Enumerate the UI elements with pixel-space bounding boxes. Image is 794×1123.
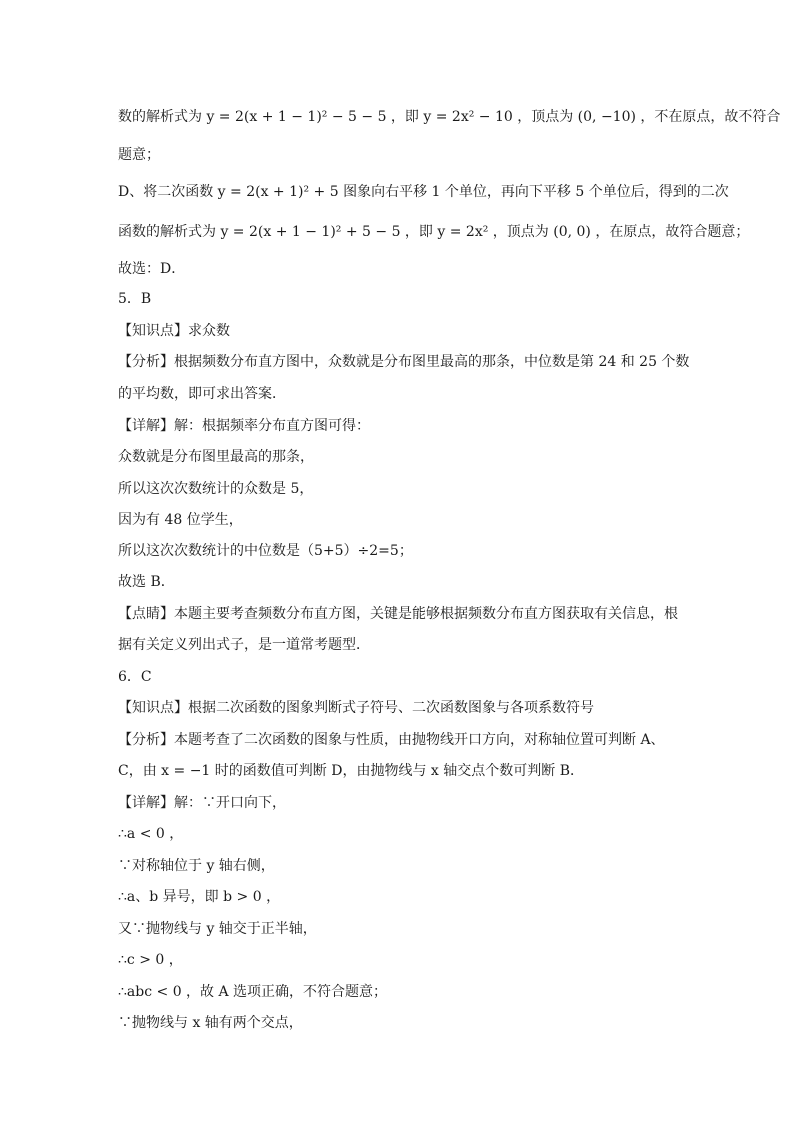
text-line: ∴a < 0 ， <box>118 826 184 842</box>
question-answer-5: 5．B <box>118 291 152 307</box>
knowledge-point: 【知识点】求众数 <box>118 323 230 339</box>
text-line: 故选 B． <box>118 574 175 590</box>
text-line: ∴c > 0 ， <box>118 952 183 968</box>
analysis-text: 【分析】根据频数分布直方图中，众数就是分布图里最高的那条，中位数是第 24 和 25 个数 <box>118 354 690 370</box>
text-line: C，由 x = −1 时的函数值可判断 D，由抛物线与 x 轴交点个数可判断 B． <box>118 763 584 779</box>
text-line: 又∵抛物线与 y 轴交于正半轴， <box>118 921 317 937</box>
text-line: 因为有 48 位学生， <box>118 512 243 528</box>
text-line: 函数的解析式为 y = 2(x + 1 − 1)² + 5 − 5 ，即 y = 2x² ，顶点为 (0, 0) ，在原点，故符合题意； <box>118 224 750 240</box>
text-line: ∵抛物线与 x 轴有两个交点， <box>118 1015 303 1031</box>
text-line: ∴abc < 0 ，故 A 选项正确，不符合题意； <box>118 984 388 1000</box>
question-answer-6: 6．C <box>118 669 152 685</box>
text-line: 所以这次次数统计的中位数是（5+5）÷2=5； <box>118 543 413 559</box>
text-line: 题意； <box>118 147 160 163</box>
detail-heading: 【详解】解：∵开口向下， <box>118 795 286 811</box>
text-line: D、将二次函数 y = 2(x + 1)² + 5 图象向右平移 1 个单位，再向下平移 5 个单位后，得到的二次 <box>118 184 729 200</box>
text-line: 众数就是分布图里最高的那条， <box>118 449 314 465</box>
comment-text: 【点睛】本题主要考查频数分布直方图，关键是能够根据频数分布直方图获取有关信息，根 <box>118 606 678 622</box>
text-line: 的平均数，即可求出答案． <box>118 386 286 402</box>
text-line: 数的解析式为 y = 2(x + 1 − 1)² − 5 − 5 ，即 y = 2x² − 10 ，顶点为 (0, −10) ，不在原点，故不符合 <box>118 109 781 125</box>
detail-heading: 【详解】解：根据频率分布直方图可得： <box>118 418 370 434</box>
knowledge-point: 【知识点】根据二次函数的图象判断式子符号、二次函数图象与各项系数符号 <box>118 700 594 716</box>
text-line: ∴a、b 异号，即 b > 0 ， <box>118 889 281 905</box>
text-line: ∵对称轴位于 y 轴右侧， <box>118 858 275 874</box>
analysis-text: 【分析】本题考查了二次函数的图象与性质，由抛物线开口方向，对称轴位置可判断 A、 <box>118 732 665 748</box>
text-line: 所以这次次数统计的众数是 5， <box>118 481 314 497</box>
text-line: 据有关定义列出式子，是一道常考题型． <box>118 637 370 653</box>
text-line: 故选：D． <box>118 261 186 277</box>
